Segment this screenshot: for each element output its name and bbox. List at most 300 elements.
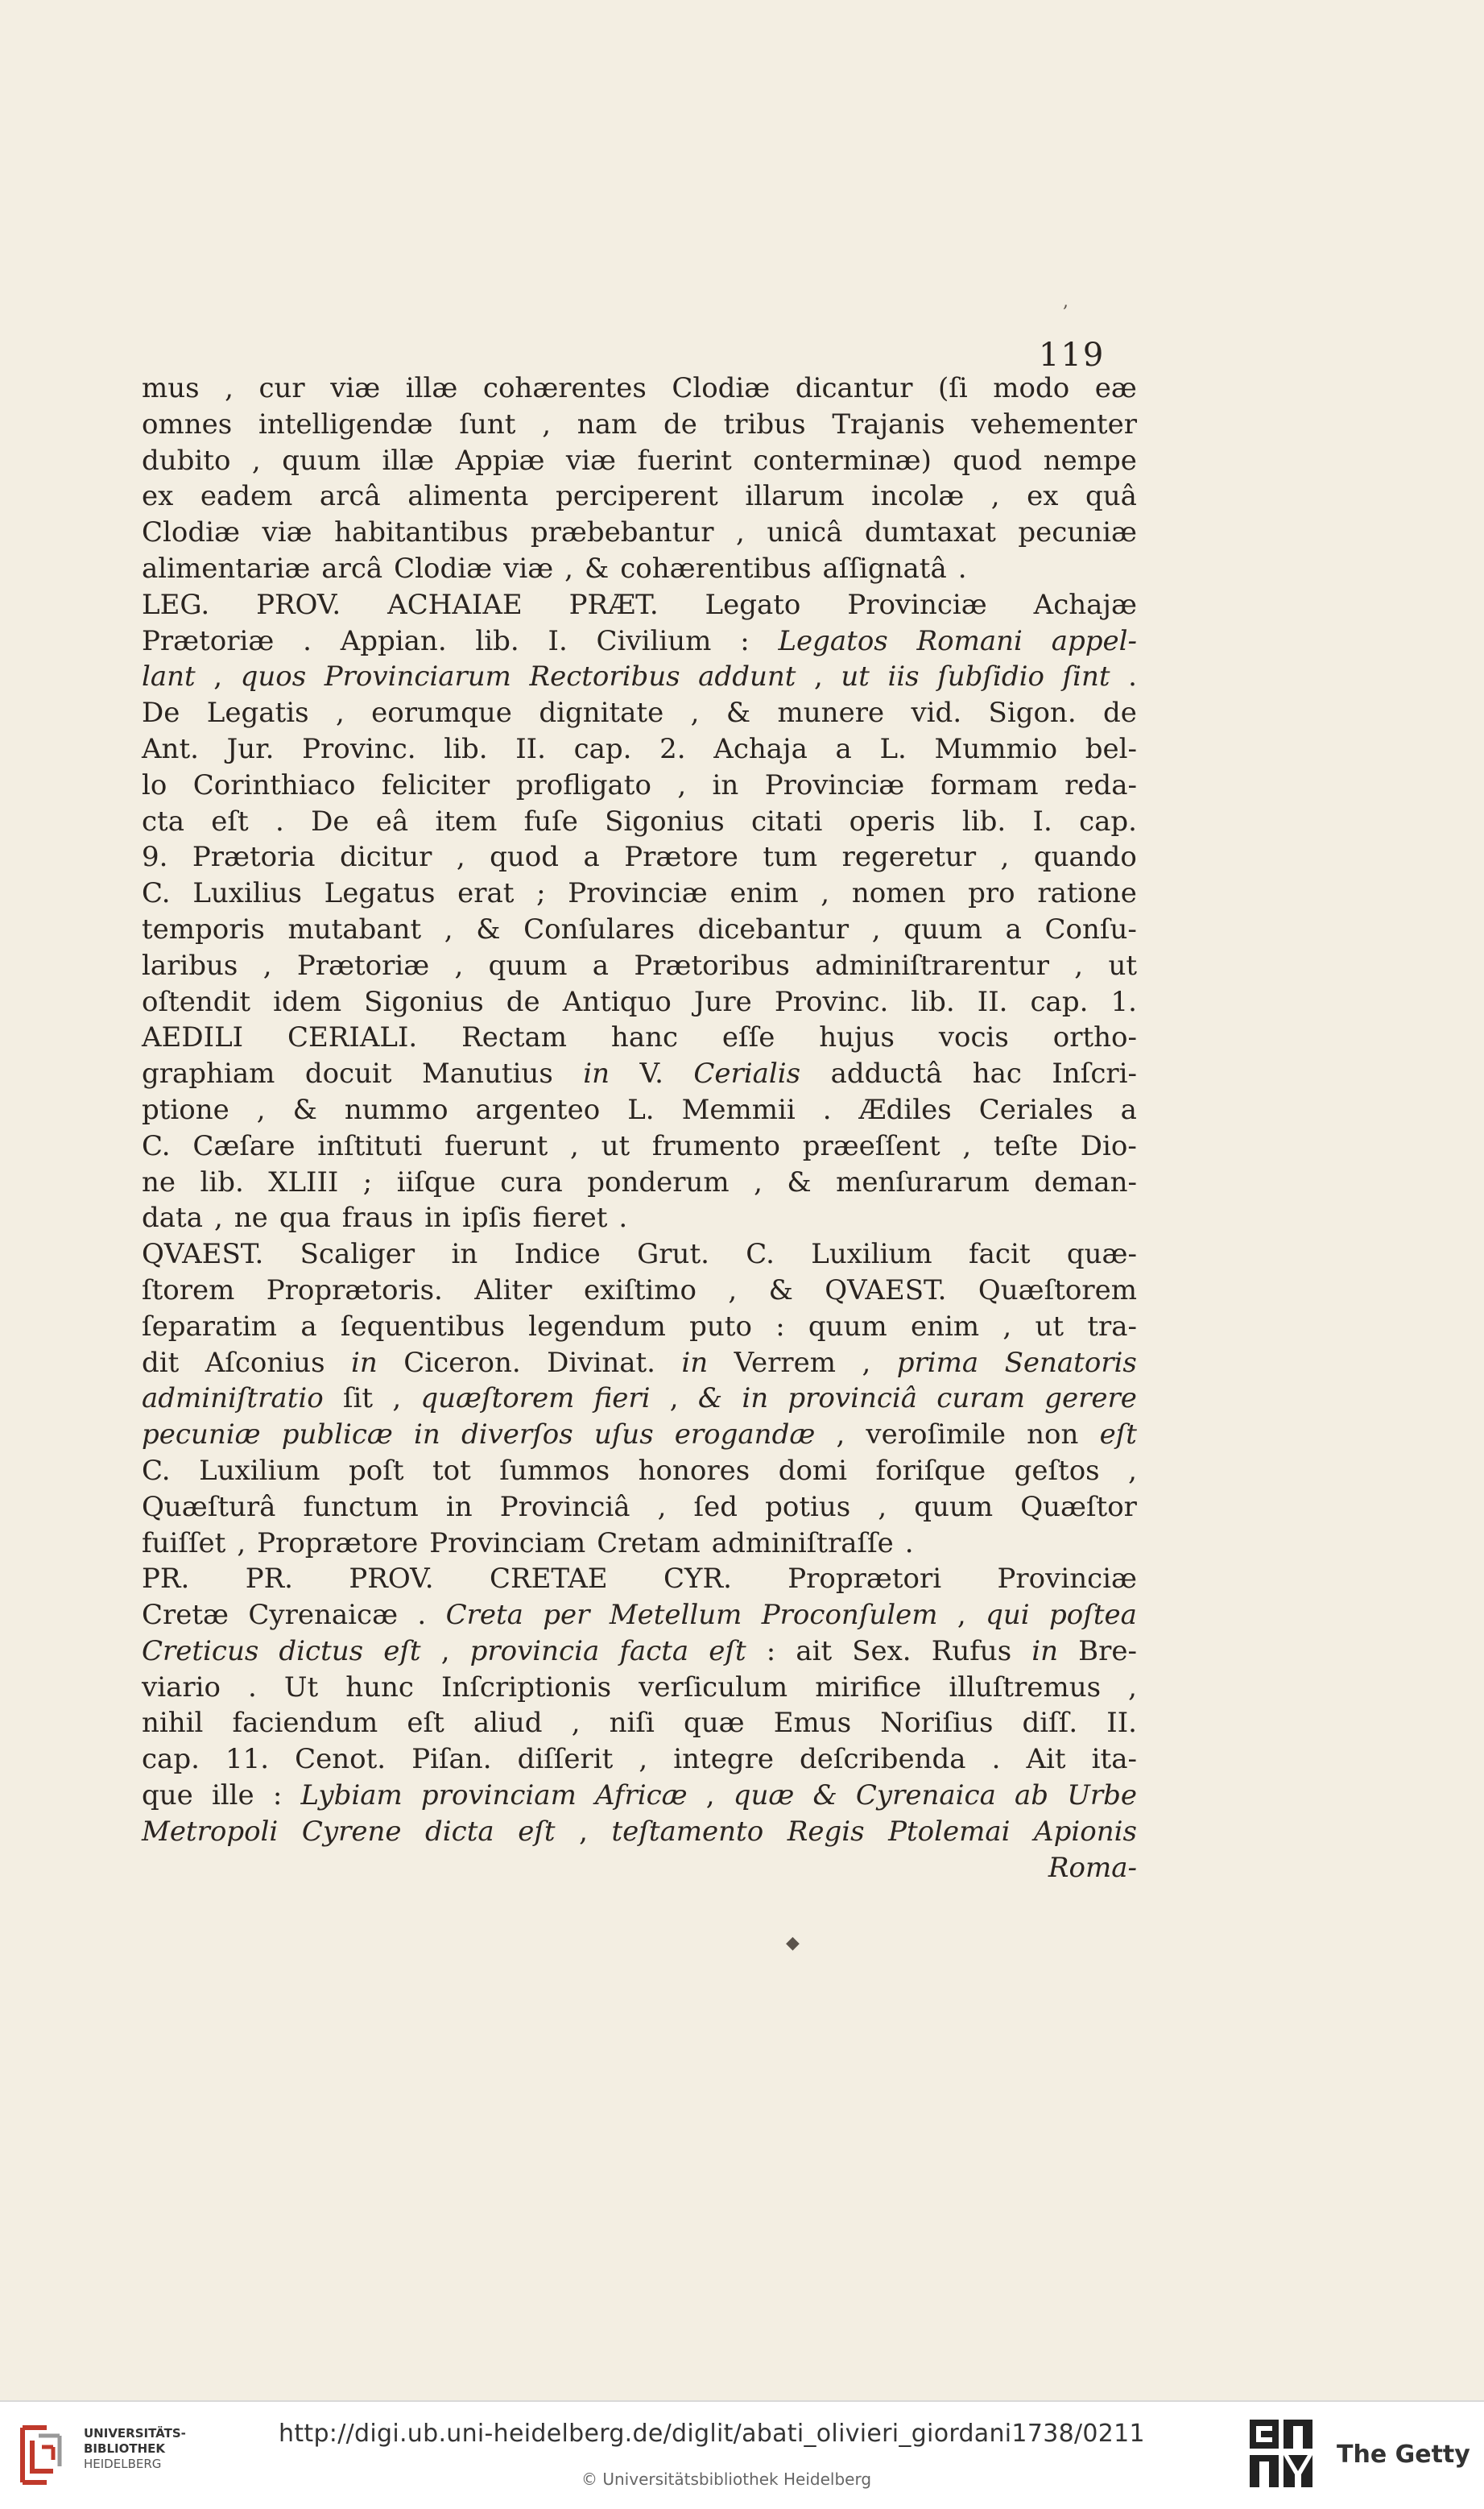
- text-word: aſſignatâ: [822, 552, 947, 585]
- text-word: Indice: [514, 1238, 601, 1271]
- text-word: a: [835, 732, 852, 765]
- text-word: &: [476, 913, 501, 946]
- text-word: ,: [570, 1129, 579, 1162]
- text-word: ex: [1027, 480, 1059, 513]
- text-word: tot: [432, 1454, 471, 1487]
- text-word: qui: [986, 1599, 1030, 1632]
- text-word: poſtea: [1049, 1599, 1137, 1632]
- text-word: ,: [728, 1273, 738, 1306]
- text-word: viæ: [330, 372, 381, 404]
- text-word: Urbe: [1067, 1779, 1137, 1812]
- text-word: Cyrenaica: [855, 1779, 996, 1812]
- text-word: adminiſtraſſe: [711, 1526, 894, 1559]
- text-word: præbebantur: [530, 516, 714, 549]
- text-word: fraus: [341, 1202, 414, 1235]
- text-word: Aliter: [474, 1273, 552, 1306]
- text-word: .: [417, 1599, 427, 1632]
- text-word: Grut.: [637, 1238, 709, 1271]
- text-word: L.: [879, 732, 907, 765]
- text-word: ſummos: [499, 1454, 610, 1487]
- text-word: ſed: [693, 1490, 738, 1523]
- text-word: per: [543, 1599, 590, 1632]
- text-word: exiſtimo: [583, 1273, 697, 1306]
- text-word: Corinthiaco: [192, 768, 356, 801]
- text-word: Luxilius: [192, 877, 302, 910]
- text-word: provinciam: [420, 1779, 577, 1812]
- text-word: prima: [896, 1346, 979, 1379]
- text-word: .: [822, 1093, 832, 1126]
- text-word: facta: [619, 1634, 689, 1667]
- text-word: provinciâ: [787, 1382, 918, 1415]
- text-word: Creta: [445, 1599, 523, 1632]
- text-word: ſeparatim: [142, 1310, 278, 1343]
- text-word: tribus: [723, 408, 806, 441]
- text-line: [142, 839, 1137, 876]
- text-word: ,: [335, 697, 345, 730]
- text-word: lib.: [911, 985, 955, 1018]
- text-line: [142, 768, 1137, 804]
- text-word: arcâ: [319, 480, 381, 513]
- text-word: unicâ: [767, 516, 843, 549]
- text-word: ,: [440, 1634, 450, 1667]
- text-word: mus: [142, 372, 200, 404]
- text-word: Sigon.: [988, 697, 1077, 730]
- text-word: hunc: [345, 1671, 414, 1704]
- text-word: Luxilium: [811, 1238, 932, 1271]
- text-word: a: [1005, 913, 1022, 946]
- text-word: Sex.: [852, 1634, 911, 1667]
- text-word: Provinciæ: [997, 1563, 1137, 1596]
- text-line: [142, 1417, 1137, 1453]
- text-word: II.: [515, 732, 546, 765]
- text-word: Noriſius: [880, 1707, 994, 1740]
- text-word: ,: [878, 1490, 887, 1523]
- text-line: [142, 1453, 1137, 1489]
- text-word: mirifice: [815, 1671, 922, 1704]
- text-word: viæ: [262, 516, 312, 549]
- text-line: [142, 1814, 1137, 1850]
- text-word: Legatos: [778, 624, 888, 657]
- text-word: .: [1128, 660, 1137, 693]
- text-word: adminiſtrarentur: [815, 949, 1049, 982]
- text-word: Apionis: [1034, 1815, 1137, 1848]
- text-word: ,: [657, 1490, 667, 1523]
- text-word: :: [272, 1779, 283, 1812]
- text-word: illæ: [382, 444, 435, 477]
- text-word: alimenta: [407, 480, 529, 513]
- text-word: Bre-: [1078, 1634, 1137, 1667]
- text-word: Africæ: [594, 1779, 688, 1812]
- text-word: addunt: [698, 660, 796, 693]
- text-word: ſit: [342, 1382, 374, 1415]
- text-word: quæ-: [1066, 1238, 1137, 1271]
- text-word: nempe: [1043, 444, 1137, 477]
- text-word: I.: [548, 624, 568, 657]
- text-word: faciendum: [232, 1707, 378, 1740]
- text-word: reda-: [1064, 768, 1137, 801]
- text-word: ,: [1128, 1671, 1137, 1704]
- text-word: &: [697, 1382, 723, 1415]
- text-word: ut: [1108, 949, 1137, 982]
- text-word: qua: [279, 1202, 331, 1235]
- text-word: adductâ: [830, 1058, 943, 1091]
- text-word: :: [775, 1310, 785, 1343]
- text-line: [142, 1092, 1137, 1128]
- text-word: (ſi: [938, 372, 968, 404]
- text-word: Metropoli: [142, 1815, 279, 1848]
- text-word: lib.: [961, 805, 1007, 838]
- text-word: viæ: [503, 552, 554, 585]
- text-word: quod: [490, 841, 560, 874]
- text-word: ,: [392, 1382, 402, 1415]
- text-line: [142, 731, 1137, 768]
- text-word: ,: [705, 1779, 715, 1812]
- text-word: hac: [972, 1058, 1022, 1091]
- text-word: Ciceron.: [403, 1346, 521, 1379]
- text-word: Rectam: [461, 1021, 568, 1054]
- text-line: [142, 1705, 1137, 1741]
- text-word: ,: [456, 841, 465, 874]
- text-word: ut: [1035, 1310, 1064, 1343]
- text-word: Ædiles: [858, 1093, 952, 1126]
- text-word: veroſimile: [866, 1418, 1007, 1451]
- text-word: foriſque: [875, 1454, 986, 1487]
- text-line: [142, 984, 1137, 1021]
- text-word: Inſcriptionis: [441, 1671, 612, 1704]
- text-word: domi: [778, 1454, 848, 1487]
- text-line: [142, 1778, 1137, 1814]
- text-word: Ait: [1026, 1743, 1066, 1776]
- text-word: Provinciæ: [764, 768, 905, 801]
- text-word: potius: [765, 1490, 851, 1523]
- text-word: frumento: [651, 1129, 780, 1162]
- text-word: diſſ.: [1022, 1707, 1078, 1740]
- text-line: [142, 948, 1137, 984]
- text-word: Legato: [705, 588, 801, 621]
- text-line: [142, 1056, 1137, 1092]
- text-line: [142, 695, 1137, 731]
- text-word: quos: [240, 660, 307, 693]
- text-word: V.: [639, 1058, 663, 1091]
- text-word: quum: [903, 913, 982, 946]
- page-number: 119: [1039, 337, 1106, 374]
- text-word: eâ: [375, 805, 409, 838]
- text-word: Lybiam: [300, 1779, 403, 1812]
- text-line: [142, 1741, 1137, 1778]
- text-word: ,: [690, 697, 700, 730]
- text-word: ſubſidio: [937, 660, 1044, 693]
- text-word: deman-: [1034, 1165, 1137, 1199]
- text-word: ne: [234, 1202, 268, 1235]
- text-word: a: [1120, 1093, 1137, 1126]
- text-word: Proprætori: [787, 1563, 942, 1596]
- text-word: Provinc.: [302, 732, 416, 765]
- text-word: QVAEST.: [142, 1238, 264, 1271]
- text-word: argenteo: [475, 1093, 601, 1126]
- text-word: item: [435, 805, 498, 838]
- text-word: a: [300, 1310, 317, 1343]
- text-line: [142, 1381, 1137, 1417]
- text-word: .: [275, 805, 284, 838]
- text-word: ,: [836, 1418, 845, 1451]
- text-word: C.: [142, 877, 171, 910]
- text-word: in: [681, 1346, 709, 1379]
- text-word: De: [311, 805, 349, 838]
- text-word: QVAEST.: [825, 1273, 947, 1306]
- text-word: ,: [962, 1129, 972, 1162]
- text-word: niſi: [609, 1707, 655, 1740]
- text-line: [142, 623, 1137, 660]
- text-word: habitantibus: [334, 516, 509, 549]
- text-word: ut: [841, 660, 870, 693]
- text-word: vehementer: [971, 408, 1137, 441]
- text-word: in: [451, 1238, 478, 1271]
- text-line: [142, 1236, 1137, 1273]
- text-word: quum: [808, 1310, 887, 1343]
- text-word: pecuniæ: [1018, 516, 1137, 549]
- text-word: eſt: [518, 1815, 556, 1848]
- text-word: Inſcri-: [1052, 1058, 1137, 1091]
- text-word: mutabant: [287, 913, 422, 946]
- text-word: Ptolemai: [888, 1815, 1011, 1848]
- text-word: :: [740, 624, 750, 657]
- text-word: ,: [862, 1346, 871, 1379]
- text-word: in: [1031, 1634, 1059, 1667]
- text-word: fieret: [532, 1202, 608, 1235]
- text-word: ,: [990, 480, 1000, 513]
- text-word: poſt: [349, 1454, 404, 1487]
- text-word: laribus: [142, 949, 238, 982]
- text-word: perciperent: [555, 480, 718, 513]
- text-word: modo: [993, 372, 1070, 404]
- text-word: cap.: [573, 732, 632, 765]
- text-word: ,: [677, 768, 687, 801]
- text-line: [142, 407, 1137, 443]
- text-word: diverſos: [461, 1418, 573, 1451]
- text-word: ,: [754, 1165, 763, 1199]
- text-word: Prætoribus: [634, 949, 790, 982]
- text-word: in: [424, 1202, 451, 1235]
- text-word: Clodiæ: [672, 372, 771, 404]
- text-word: erat: [457, 877, 515, 910]
- library-name: [84, 2426, 186, 2472]
- text-word: Conſu-: [1044, 913, 1137, 946]
- text-word: .: [303, 624, 312, 657]
- text-word: dicitur: [340, 841, 432, 874]
- text-word: eorumque: [371, 697, 512, 730]
- text-line: [142, 912, 1137, 948]
- text-word: munere: [777, 697, 885, 730]
- text-word: eſt: [211, 805, 249, 838]
- getty-logo-icon[interactable]: [1245, 2415, 1317, 2495]
- text-word: in: [712, 768, 739, 801]
- text-word: aliud: [473, 1707, 543, 1740]
- text-word: de: [1103, 697, 1137, 730]
- text-word: Roma-: [1048, 1851, 1137, 1884]
- text-word: vid.: [911, 697, 962, 730]
- text-line: [142, 1561, 1137, 1597]
- text-word: ,: [454, 949, 464, 982]
- permalink-url[interactable]: http://digi.ub.uni-heidelberg.de/diglit/abati_olivieri_giordani1738/0211: [279, 2420, 1145, 2448]
- text-word: tum: [763, 841, 818, 874]
- text-word: ita-: [1091, 1743, 1137, 1776]
- text-line: [142, 478, 1137, 515]
- text-word: Sigonius: [605, 805, 725, 838]
- text-word: CRETAE: [489, 1563, 608, 1596]
- text-word: adminiſtratio: [142, 1382, 324, 1415]
- text-word: ,: [579, 1815, 588, 1848]
- text-word: dicantur: [795, 372, 913, 404]
- text-word: oſtendit: [142, 985, 251, 1018]
- copyright-notice: © Universitätsbibliothek Heidelberg: [581, 2470, 872, 2489]
- text-word: Quæſtor: [1020, 1490, 1137, 1523]
- text-word: bel-: [1085, 732, 1137, 765]
- text-word: De: [142, 697, 180, 730]
- text-word: ratione: [1037, 877, 1137, 910]
- text-word: :: [766, 1634, 776, 1667]
- text-word: vocis: [938, 1021, 1009, 1054]
- text-line: [142, 804, 1137, 840]
- text-word: Cerialis: [693, 1058, 801, 1091]
- text-word: illarum: [745, 480, 845, 513]
- text-word: que: [142, 1779, 193, 1812]
- text-word: lib.: [475, 624, 519, 657]
- text-word: quum: [488, 949, 568, 982]
- text-word: II.: [977, 985, 1008, 1018]
- text-word: Cyrenaicæ: [248, 1599, 399, 1632]
- text-word: enim: [911, 1310, 980, 1343]
- text-word: facit: [969, 1238, 1031, 1271]
- text-word: ,: [262, 949, 272, 982]
- text-word: viario: [142, 1671, 221, 1704]
- text-word: Emus: [773, 1707, 852, 1740]
- text-word: Prætore: [624, 841, 738, 874]
- ub-heidelberg-logo-icon[interactable]: [14, 2420, 71, 2492]
- text-word: Scaliger: [300, 1238, 415, 1271]
- text-word: 1.: [1110, 985, 1137, 1018]
- text-word: Creticus: [142, 1634, 259, 1667]
- text-word: ait: [796, 1634, 833, 1667]
- text-word: ne: [142, 1165, 176, 1199]
- text-word: fieri: [593, 1382, 651, 1415]
- text-word: Trajanis: [832, 408, 945, 441]
- text-word: cta: [142, 805, 184, 838]
- text-word: Dio-: [1080, 1129, 1137, 1162]
- text-word: L.: [627, 1093, 655, 1126]
- text-word: ex: [142, 480, 174, 513]
- text-word: Prætoriæ: [296, 949, 430, 982]
- text-word: fuerint: [637, 444, 732, 477]
- text-word: dit: [142, 1346, 180, 1379]
- margin-mark: ,: [1063, 292, 1069, 312]
- text-word: integre: [673, 1743, 774, 1776]
- text-word: lib.: [444, 732, 488, 765]
- text-word: fuerunt: [444, 1129, 548, 1162]
- text-word: C.: [142, 1454, 171, 1487]
- text-word: diſſerit: [517, 1743, 614, 1776]
- text-word: Provinciâ: [499, 1490, 630, 1523]
- text-line: [142, 1345, 1137, 1381]
- text-word: ſunt: [459, 408, 516, 441]
- main-text: [142, 371, 1137, 1886]
- text-word: .: [248, 1671, 257, 1704]
- text-word: teſtamento: [611, 1815, 764, 1848]
- text-word: ,: [571, 1707, 581, 1740]
- text-word: Achaja: [713, 732, 808, 765]
- text-word: ,: [639, 1743, 648, 1776]
- text-word: ,: [213, 660, 223, 693]
- text-word: Provinciarum: [324, 660, 511, 693]
- text-word: ille: [211, 1779, 254, 1812]
- text-word: teſte: [993, 1129, 1059, 1162]
- text-word: honores: [638, 1454, 750, 1487]
- text-line: [142, 1489, 1137, 1526]
- text-word: Divinat.: [547, 1346, 655, 1379]
- text-word: nihil: [142, 1707, 204, 1740]
- text-word: feliciter: [381, 768, 490, 801]
- text-word: .: [957, 552, 967, 585]
- text-word: Cretam: [597, 1526, 701, 1559]
- text-word: I.: [1032, 805, 1052, 838]
- text-word: Prætoria: [192, 841, 316, 874]
- text-word: PRÆT.: [568, 588, 659, 621]
- text-word: &: [812, 1779, 837, 1812]
- text-word: ,: [669, 1382, 679, 1415]
- text-word: arcâ: [321, 552, 383, 585]
- partner-name: The Getty: [1337, 2441, 1470, 2469]
- text-word: quæ: [733, 1779, 795, 1812]
- text-line: [142, 1850, 1137, 1886]
- text-word: ACHAIAE: [387, 588, 523, 621]
- text-word: hujus: [819, 1021, 895, 1054]
- text-word: ut: [601, 1129, 630, 1162]
- text-word: lant: [142, 660, 196, 693]
- text-word: Rufus: [931, 1634, 1012, 1667]
- text-word: &: [584, 552, 610, 585]
- text-word: provincia: [469, 1634, 600, 1667]
- text-word: Provinciam: [429, 1526, 586, 1559]
- text-word: eſſe: [721, 1021, 775, 1054]
- text-line: [142, 1526, 1137, 1562]
- text-word: Aſconius: [205, 1346, 325, 1379]
- text-word: curam: [936, 1382, 1025, 1415]
- text-word: 9.: [142, 841, 168, 874]
- text-word: non: [1027, 1418, 1079, 1451]
- text-line: [142, 1597, 1137, 1633]
- text-word: Ceriales: [978, 1093, 1093, 1126]
- text-word: menſurarum: [836, 1165, 1010, 1199]
- text-word: citati: [750, 805, 823, 838]
- text-word: ſequentibus: [340, 1310, 505, 1343]
- text-word: Clodiæ: [394, 552, 493, 585]
- text-word: enim: [730, 877, 799, 910]
- text-word: Verrem: [734, 1346, 837, 1379]
- text-word: ;: [536, 877, 546, 910]
- text-word: incolæ: [871, 480, 965, 513]
- text-word: quâ: [1085, 480, 1137, 513]
- text-word: ,: [821, 877, 830, 910]
- text-word: docuit: [304, 1058, 392, 1091]
- library-name-line: BIBLIOTHEK: [84, 2441, 165, 2456]
- text-word: graphiam: [142, 1058, 275, 1091]
- text-word: Conſulares: [523, 913, 675, 946]
- text-line: [142, 515, 1137, 551]
- text-word: II.: [1106, 1707, 1137, 1740]
- text-word: ,: [251, 444, 261, 477]
- text-line: [142, 1633, 1137, 1670]
- text-word: Memmii: [681, 1093, 796, 1126]
- text-word: .: [618, 1202, 628, 1235]
